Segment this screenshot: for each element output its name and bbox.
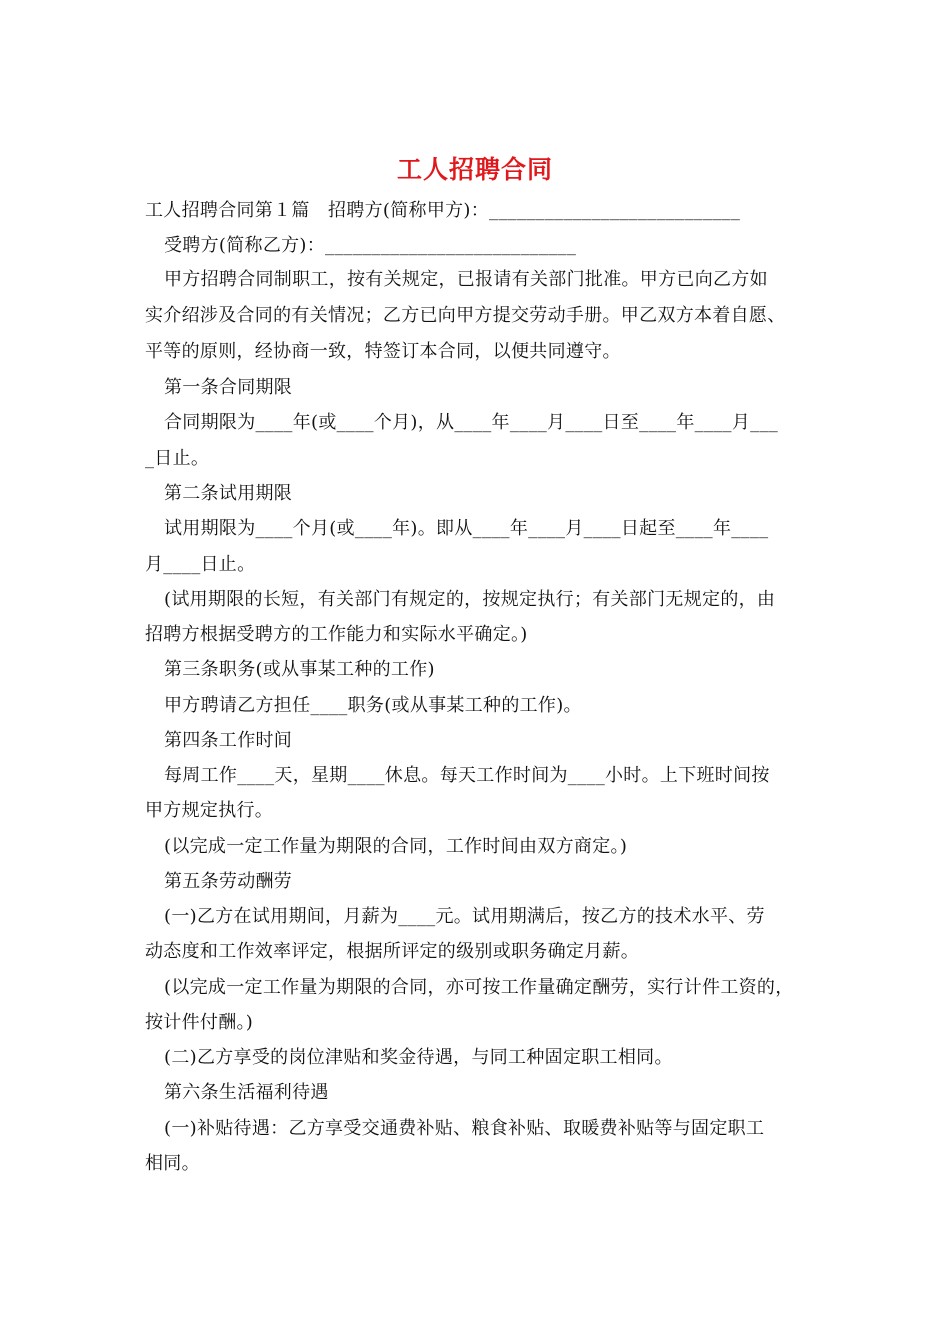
text-line: (以完成一定工作量为期限的合同，亦可按工作量确定酬劳，实行计件工资的，: [164, 977, 794, 998]
document-title: 工人招聘合同: [396, 155, 553, 184]
text-line: 合同期限为____年(或____个月)，从____年____月____日至____年____月___: [164, 412, 779, 433]
text-line: (一)补贴待遇：乙方享受交通费补贴、粮食补贴、取暖费补贴等与固定职工: [164, 1118, 765, 1139]
text-line: 相同。: [145, 1153, 200, 1174]
text-line: (试用期限的长短，有关部门有规定的，按规定执行；有关部门无规定的，由: [164, 589, 776, 610]
text-line: (以完成一定工作量为期限的合同，工作时间由双方商定。): [164, 836, 628, 857]
text-line: 实介绍涉及合同的有关情况；乙方已向甲方提交劳动手册。甲乙双方本着自愿、: [145, 305, 786, 326]
text-line: 按计件付酬。): [145, 1012, 254, 1033]
text-line: 招聘方根据受聘方的工作能力和实际水平确定。): [145, 624, 528, 645]
section-heading: 第一条合同期限: [164, 377, 293, 398]
text-line: (二)乙方享受的岗位津贴和奖金待遇，与同工种固定职工相同。: [164, 1047, 673, 1068]
text-line: 平等的原则，经协商一致，特签订本合同，以便共同遵守。: [145, 341, 621, 362]
text-line: 动态度和工作效率评定，根据所评定的级别或职务确定月薪。: [145, 941, 640, 962]
text-line: 甲方聘请乙方担任____职务(或从事某工种的工作)。: [164, 695, 582, 716]
section-heading: 第四条工作时间: [164, 730, 293, 751]
text-line: 受聘方(简称乙方)：___________________________: [164, 235, 577, 256]
text-line: (一)乙方在试用期间，月薪为____元。试用期满后，按乙方的技术水平、劳: [164, 906, 765, 927]
section-heading: 第二条试用期限: [164, 483, 293, 504]
section-heading: 第三条职务(或从事某工种的工作): [164, 659, 435, 680]
text-line: 月____日止。: [145, 554, 256, 575]
text-line: _日止。: [145, 448, 210, 469]
text-line: 甲方招聘合同制职工，按有关规定，已报请有关部门批准。甲方已向乙方如: [164, 269, 768, 290]
section-heading: 第五条劳动酬劳: [164, 871, 293, 892]
text-line: 甲方规定执行。: [145, 800, 274, 821]
text-line: 工人招聘合同第１篇 招聘方(简称甲方)：___________________________: [145, 200, 741, 221]
section-heading: 第六条生活福利待遇: [164, 1082, 329, 1103]
text-line: 试用期限为____个月(或____年)。即从____年____月____日起至____年____: [164, 518, 769, 539]
text-line: 每周工作____天，星期____休息。每天工作时间为____小时。上下班时间按: [164, 765, 770, 786]
